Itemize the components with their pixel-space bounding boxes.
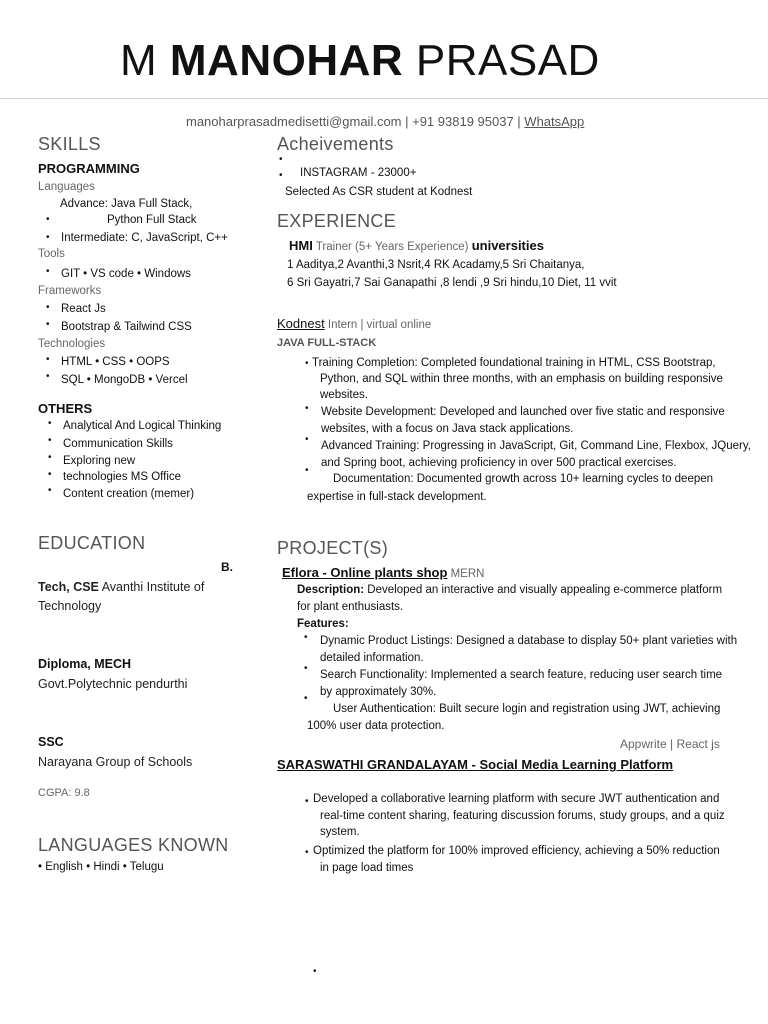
bullet-icon: • bbox=[46, 319, 50, 330]
frameworks-label: Frameworks bbox=[38, 285, 102, 297]
colleges-line-1: 1 Aaditya,2 Avanthi,3 Nsrit,4 RK Acadamy,5 Sri Chaitanya, bbox=[287, 259, 585, 271]
project-2-stack: Appwrite | React js bbox=[620, 737, 720, 751]
exp-bullet-2-line-1: Website Development: Developed and launched over five static and responsive bbox=[321, 406, 725, 418]
exp-bullet-1-line-3: websites. bbox=[320, 389, 368, 401]
hmi-role: Trainer (5+ Years Experience) bbox=[312, 241, 472, 253]
kodnest-company: Kodnest bbox=[277, 316, 325, 331]
description-label: Description: bbox=[297, 584, 365, 596]
project-2-bullet-1-line-3: system. bbox=[320, 826, 360, 838]
name-last: PRASAD bbox=[415, 36, 600, 85]
name-middle: MANOHAR bbox=[169, 36, 404, 85]
ssc-school: Narayana Group of Schools bbox=[38, 755, 193, 769]
project-1-desc-line-2: for plant enthusiasts. bbox=[297, 601, 404, 613]
achievements-heading: Acheivements bbox=[277, 134, 394, 154]
bullet-icon: • bbox=[305, 847, 309, 858]
feature-1-line-1: Dynamic Product Listings: Designed a database to display 50+ plant varieties with bbox=[320, 635, 738, 647]
project-2-bullet-2-line-2: in page load times bbox=[320, 862, 414, 874]
header-divider bbox=[0, 98, 768, 99]
tools-label: Tools bbox=[38, 248, 65, 260]
hmi-universities: universities bbox=[471, 238, 544, 253]
languages-label: Languages bbox=[38, 181, 95, 193]
bullet-icon: • bbox=[48, 435, 52, 446]
bullet-icon: • bbox=[305, 358, 309, 369]
project-2-bullet-1-line-1: Developed a collaborative learning platform with secure JWT authentication and bbox=[313, 793, 720, 805]
project-1-title-line bbox=[282, 565, 484, 580]
exp-bullet-1-line-1: Training Completion: Completed foundational training in HTML, CSS Bootstrap, bbox=[312, 357, 716, 369]
bullet-icon: • bbox=[46, 371, 50, 382]
bullet-icon: • bbox=[46, 302, 50, 313]
skills-heading: SKILLS bbox=[38, 134, 101, 154]
achievement-csr: Selected As CSR student at Kodnest bbox=[285, 186, 473, 198]
contact-line bbox=[186, 114, 584, 129]
experience-heading: EXPERIENCE bbox=[277, 211, 397, 231]
project-2-bullet-2-line-1: Optimized the platform for 100% improved efficiency, achieving a 50% reduction bbox=[313, 845, 720, 857]
project-1-title: Eflora - Online plants shop bbox=[282, 565, 448, 580]
other-item: technologies MS Office bbox=[63, 471, 182, 483]
hmi-line bbox=[289, 238, 544, 253]
feature-1-line-2: detailed information. bbox=[320, 652, 424, 664]
cgpa: CGPA: 9.8 bbox=[38, 787, 90, 799]
education-heading: EDUCATION bbox=[38, 533, 146, 553]
exp-bullet-4-line-1: Documentation: Documented growth across 10+ learning cycles to deepen bbox=[333, 473, 714, 485]
feature-2-line-2: by approximately 30%. bbox=[320, 686, 437, 698]
skill-tech-2: SQL • MongoDB • Vercel bbox=[61, 374, 188, 386]
programming-heading: PROGRAMMING bbox=[38, 161, 140, 176]
exp-bullet-1-line-2: Python, and SQL within three months, with an emphasis on building responsive bbox=[320, 373, 723, 385]
project-1-stack: MERN bbox=[447, 568, 485, 580]
projects-heading: PROJECT(S) bbox=[277, 538, 388, 558]
hmi-company: HMI bbox=[289, 238, 313, 253]
kodnest-role: Intern | virtual online bbox=[324, 319, 432, 331]
diploma-degree: Diploma, MECH bbox=[38, 657, 132, 671]
bullet-icon: • bbox=[305, 434, 309, 445]
achievement-instagram: INSTAGRAM - 23000+ bbox=[300, 167, 417, 179]
ssc-degree: SSC bbox=[38, 735, 64, 749]
feature-3-line-2: 100% user data protection. bbox=[307, 720, 445, 732]
bullet-icon: • bbox=[313, 966, 317, 977]
feature-2-line-1: Search Functionality: Implemented a search feature, reducing user search time bbox=[320, 669, 723, 681]
other-item: Exploring new bbox=[63, 455, 136, 467]
skill-tech-1: HTML • CSS • OOPS bbox=[61, 356, 170, 368]
bullet-icon: • bbox=[305, 796, 309, 807]
bullet-icon: • bbox=[48, 469, 52, 480]
other-item: Communication Skills bbox=[63, 438, 173, 450]
bullet-icon: • bbox=[46, 266, 50, 277]
bullet-icon: • bbox=[46, 214, 50, 225]
bullet-icon: • bbox=[46, 232, 50, 243]
skill-tools: GIT • VS code • Windows bbox=[61, 268, 191, 280]
exp-bullet-2-line-2: websites, with a focus on Java stack applications. bbox=[321, 423, 574, 435]
project-2-bullet-1-line-2: real-time content sharing, featuring discussion forums, study groups, and a quiz bbox=[320, 810, 725, 822]
candidate-name bbox=[120, 36, 600, 86]
bullet-icon: • bbox=[304, 632, 308, 643]
bullet-icon: • bbox=[279, 170, 283, 181]
diploma-school: Govt.Polytechnic pendurthi bbox=[38, 677, 188, 691]
btech-school: Avanthi Institute of bbox=[98, 580, 205, 594]
skill-framework-1: React Js bbox=[61, 303, 106, 315]
project-1-desc-line-1 bbox=[297, 584, 722, 596]
contact-text: manoharprasadmedisetti@gmail.com | +91 93819 95037 | bbox=[186, 114, 525, 129]
whatsapp-link[interactable]: WhatsApp bbox=[524, 114, 585, 129]
exp-bullet-3-line-1: Advanced Training: Progressing in JavaScript, Git, Command Line, Flexbox, JQuery, bbox=[321, 440, 751, 452]
skill-framework-2: Bootstrap & Tailwind CSS bbox=[61, 321, 192, 333]
skill-advance-1: Advance: Java Full Stack, bbox=[60, 198, 193, 210]
languages-known-heading: LANGUAGES KNOWN bbox=[38, 835, 229, 855]
exp-bullet-4-line-2: expertise in full-stack development. bbox=[307, 491, 487, 503]
bullet-icon: • bbox=[48, 418, 52, 429]
bullet-icon: • bbox=[48, 452, 52, 463]
project-2-title: SARASWATHI GRANDALAYAM - Social Media Learning Platform bbox=[277, 757, 674, 772]
bullet-icon: • bbox=[304, 663, 308, 674]
other-item: Analytical And Logical Thinking bbox=[63, 420, 222, 432]
bullet-icon: • bbox=[46, 354, 50, 365]
btech-school-line2: Technology bbox=[38, 599, 102, 613]
bullet-icon: • bbox=[305, 465, 309, 476]
skill-advance-2: Python Full Stack bbox=[107, 214, 197, 226]
name-first: M bbox=[120, 36, 158, 85]
bullet-icon: • bbox=[279, 154, 283, 165]
bullet-icon: • bbox=[48, 485, 52, 496]
technologies-label: Technologies bbox=[38, 338, 106, 350]
exp-bullet-3-line-2: and Spring boot, achieving proficiency in over 500 practical exercises. bbox=[321, 457, 677, 469]
bullet-icon: • bbox=[304, 693, 308, 704]
kodnest-line bbox=[277, 316, 431, 331]
skill-intermediate: Intermediate: C, JavaScript, C++ bbox=[61, 232, 228, 244]
others-heading: OTHERS bbox=[38, 401, 93, 416]
btech-degree: Tech, CSE bbox=[38, 580, 99, 594]
degree-prefix: B. bbox=[221, 560, 233, 574]
description-text: Developed an interactive and visually appealing e-commerce platform bbox=[364, 584, 723, 596]
features-label: Features: bbox=[297, 618, 349, 630]
btech-line bbox=[38, 580, 204, 594]
languages-list: • English • Hindi • Telugu bbox=[38, 861, 164, 873]
feature-3-line-1: User Authentication: Built secure login and registration using JWT, achieving bbox=[333, 703, 721, 715]
bullet-icon: • bbox=[305, 403, 309, 414]
other-item: Content creation (memer) bbox=[63, 488, 195, 500]
colleges-line-2: 6 Sri Gayatri,7 Sai Ganapathi ,8 lendi ,9 Sri hindu,10 Diet, 11 vvit bbox=[287, 277, 617, 289]
java-fullstack-heading: JAVA FULL-STACK bbox=[277, 337, 377, 349]
